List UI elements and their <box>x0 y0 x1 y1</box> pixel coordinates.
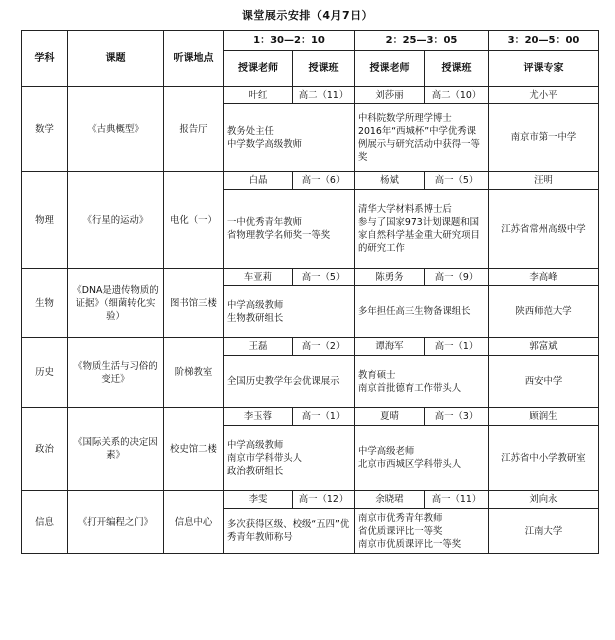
teacher-2-name: 夏晴 <box>355 408 425 426</box>
expert-name: 汪明 <box>489 172 599 190</box>
table-row <box>22 87 599 104</box>
teacher-2-class: 高一（3） <box>425 408 489 426</box>
teacher-2-description: 中学高级老师 北京市西城区学科带头人 <box>355 426 489 491</box>
header-teacher-1: 授课老师 <box>224 51 293 87</box>
teacher-2-description: 教育硕士 南京首批德育工作带头人 <box>355 356 489 408</box>
expert-name: 刘向永 <box>489 491 599 509</box>
teacher-2-class: 高二（10） <box>425 87 489 104</box>
teacher-1-name: 车亚莉 <box>224 269 293 286</box>
teacher-1-description: 全国历史教学年会优课展示 <box>224 356 355 408</box>
teacher-1-name: 王磊 <box>224 338 293 356</box>
header-class-2: 授课班 <box>425 51 489 87</box>
expert-name: 李高峰 <box>489 269 599 286</box>
subject-cell: 物理 <box>22 172 68 269</box>
expert-organization: 西安中学 <box>489 356 599 408</box>
teacher-1-description: 中学高级教师 生物教研组长 <box>224 286 355 338</box>
teacher-1-name: 叶红 <box>224 87 293 104</box>
table-row <box>22 408 599 426</box>
expert-name: 尤小平 <box>489 87 599 104</box>
topic-cell: 《古典概型》 <box>68 87 164 172</box>
teacher-2-name: 余晓珺 <box>355 491 425 509</box>
header-teacher-2: 授课老师 <box>355 51 425 87</box>
teacher-2-name: 陈勇务 <box>355 269 425 286</box>
venue-cell: 报告厅 <box>164 87 224 172</box>
expert-organization: 江苏省中小学教研室 <box>489 426 599 491</box>
teacher-1-description: 一中优秀青年教师 省物理教学名师奖一等奖 <box>224 190 355 269</box>
teacher-2-class: 高一（5） <box>425 172 489 190</box>
page-title: 课堂展示安排（4月7日） <box>241 9 374 22</box>
table-row <box>22 338 599 356</box>
subject-cell: 生物 <box>22 269 68 338</box>
expert-organization: 陕西师范大学 <box>489 286 599 338</box>
header-subject: 学科 <box>22 31 68 87</box>
teacher-2-description: 清华大学材料系博士后 参与了国家973计划课题和国家自然科学基金重大研究项目的研究工作 <box>355 190 489 269</box>
teacher-1-class: 高一（12） <box>293 491 355 509</box>
header-expert: 评课专家 <box>489 51 599 87</box>
teacher-1-class: 高一（1） <box>293 408 355 426</box>
teacher-1-description: 中学高级教师 南京市学科带头人 政治教研组长 <box>224 426 355 491</box>
topic-cell: 《打开编程之门》 <box>68 491 164 554</box>
teacher-2-class: 高一（1） <box>425 338 489 356</box>
teacher-1-name: 李玉蓉 <box>224 408 293 426</box>
header-topic: 课题 <box>68 31 164 87</box>
schedule-table <box>21 30 599 554</box>
teacher-2-description: 多年担任高三生物备课组长 <box>355 286 489 338</box>
header-session-3: 3：20—5：00 <box>489 31 599 51</box>
topic-cell: 《国际关系的决定因素》 <box>68 408 164 491</box>
header-venue: 听课地点 <box>164 31 224 87</box>
venue-cell: 信息中心 <box>164 491 224 554</box>
table-row <box>22 269 599 286</box>
subject-cell: 政治 <box>22 408 68 491</box>
teacher-2-class: 高一（11） <box>425 491 489 509</box>
header-class-1: 授课班 <box>293 51 355 87</box>
teacher-2-name: 谭海军 <box>355 338 425 356</box>
subject-cell: 数学 <box>22 87 68 172</box>
header-session-1: 1：30—2：10 <box>224 31 355 51</box>
expert-organization: 江苏省常州高级中学 <box>489 190 599 269</box>
teacher-1-class: 高一（5） <box>293 269 355 286</box>
teacher-1-class: 高一（6） <box>293 172 355 190</box>
teacher-2-name: 刘莎丽 <box>355 87 425 104</box>
venue-cell: 阶梯教室 <box>164 338 224 408</box>
venue-cell: 电化（一） <box>164 172 224 269</box>
venue-cell: 图书馆三楼 <box>164 269 224 338</box>
table-row <box>22 172 599 190</box>
teacher-2-description: 中科院数学所理学博士 2016年“西城杯”中学优秀课例展示与研究活动中获得一等奖 <box>355 104 489 172</box>
teacher-1-class: 高二（11） <box>293 87 355 104</box>
expert-organization: 江南大学 <box>489 509 599 554</box>
expert-name: 顾润生 <box>489 408 599 426</box>
subject-cell: 信息 <box>22 491 68 554</box>
teacher-2-description: 南京市优秀青年教师 省优质课评比一等奖 南京市优质课评比一等奖 <box>355 509 489 554</box>
topic-cell: 《行星的运动》 <box>68 172 164 269</box>
table-row <box>22 491 599 509</box>
header-session-2: 2：25—3：05 <box>355 31 489 51</box>
expert-organization: 南京市第一中学 <box>489 104 599 172</box>
teacher-1-class: 高一（2） <box>293 338 355 356</box>
teacher-1-name: 白晶 <box>224 172 293 190</box>
teacher-1-description: 多次获得区级、校级“五四”优秀青年教师称号 <box>224 509 355 554</box>
topic-cell: 《物质生活与习俗的变迁》 <box>68 338 164 408</box>
subject-cell: 历史 <box>22 338 68 408</box>
teacher-2-class: 高一（9） <box>425 269 489 286</box>
topic-cell: 《DNA是遗传物质的证据》（细菌转化实验） <box>68 269 164 338</box>
teacher-1-name: 李雯 <box>224 491 293 509</box>
venue-cell: 校史馆二楼 <box>164 408 224 491</box>
expert-name: 郭富斌 <box>489 338 599 356</box>
teacher-1-description: 教务处主任 中学数学高级教师 <box>224 104 355 172</box>
teacher-2-name: 杨斌 <box>355 172 425 190</box>
